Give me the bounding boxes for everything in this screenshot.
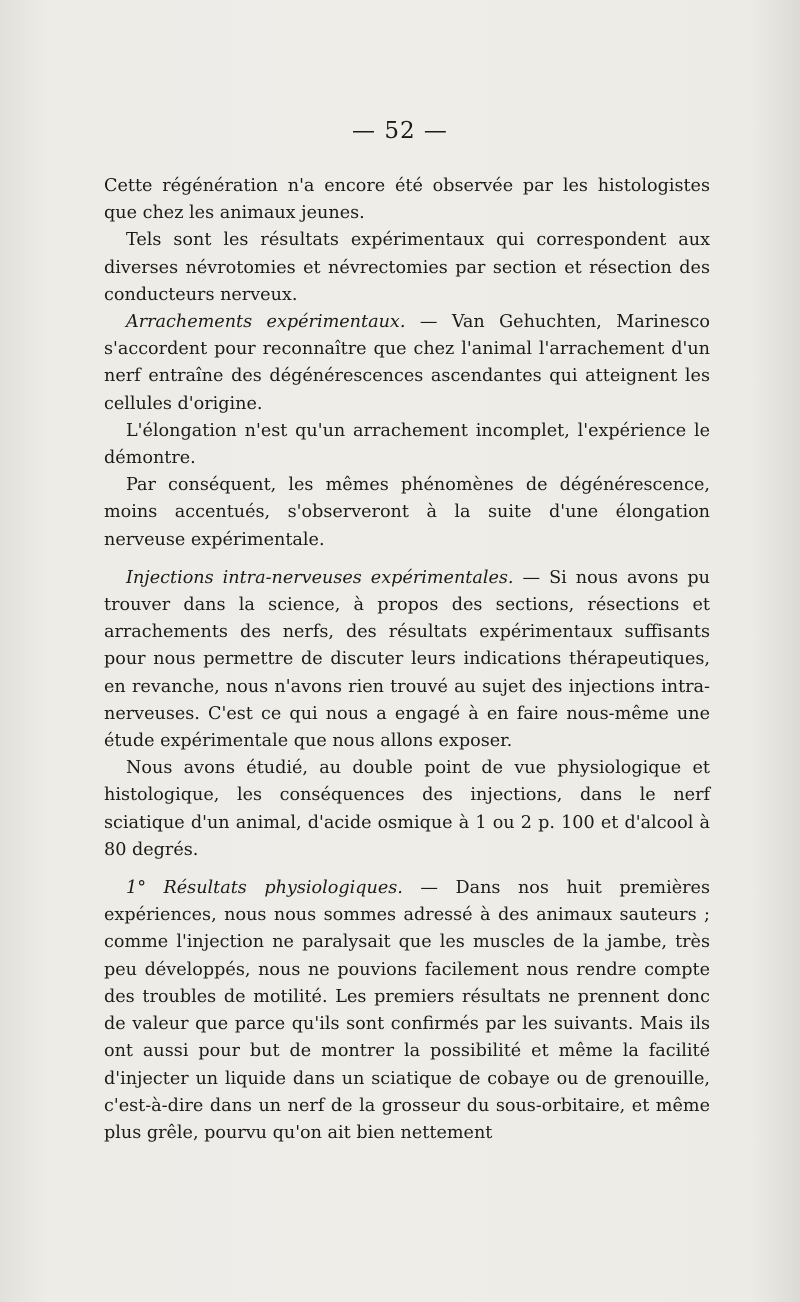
- paragraph-text: L'élongation n'est qu'un arrachement incomplet, l'expérience le démontre.: [104, 420, 710, 469]
- paragraph: [104, 472, 710, 554]
- paragraph-lead: Arrachements expérimentaux.: [126, 312, 406, 333]
- paragraph-text: — Van Gehuchten, Marinesco s'accordent pour reconnaître que chez l'animal l'arrachement d'un nerf entraîne des dégénérescences ascendantes qui atteignent les cellules d'origine.: [104, 312, 710, 414]
- paragraph: [104, 309, 710, 418]
- paragraph-text: Cette régénération n'a encore été observée par les histologistes que chez les animaux jeunes.: [104, 176, 710, 224]
- paragraph: [104, 875, 710, 1147]
- paragraph-lead: 1° Résultats physiologiques.: [126, 878, 403, 899]
- body-text: [104, 173, 710, 1147]
- paragraph: [104, 227, 710, 309]
- page-number: — 52 —: [352, 118, 448, 144]
- paragraph-text: Nous avons étudié, au double point de vue physiologique et histologique, les conséquences des injections, dans le nerf sciatique d'un animal, d'acide osmique à 1 ou 2 p. 100 et d'alcool à 80 degrés.: [104, 758, 710, 860]
- paragraph-text: Par conséquent, les mêmes phénomènes de dégénérescence, moins accentués, s'observeront à la suite d'une élongation nerveuse expérimentale.: [104, 475, 710, 550]
- paragraph-text: — Si nous avons pu trouver dans la science, à propos des sections, résections et arrachements des nerfs, des résultats expérimentaux suffisants pour nous permettre de discuter leurs indications thérapeutiques, en revanche, nous n'avons rien trouvé au sujet des injections intra-nerveuses. C'est ce qui nous a engagé à en faire nous-même une étude expérimentale que nous allons exposer.: [104, 567, 710, 752]
- paragraph-lead: Injections intra-nerveuses expérimentales.: [126, 567, 514, 588]
- paragraph: [104, 565, 710, 755]
- paragraph-text: Tels sont les résultats expérimentaux qui correspondent aux diverses névrotomies et névrectomies par section et résection des conducteurs nerveux.: [104, 230, 710, 305]
- paragraph: [104, 418, 710, 472]
- paragraph-text: — Dans nos huit premières expériences, nous nous sommes adressé à des animaux sauteurs ; comme l'injection ne paralysait que les muscles de la jambe, très peu développés, nous ne pouvions facilement nous rendre compte des troubles de motilité. Les premiers résultats ne prennent donc de valeur que parce qu'ils sont confirmés par les suivants. Mais ils ont aussi pour but de montrer la possibilité et même la facilité d'injecter un liquide dans un sciatique de cobaye ou de grenouille, c'est-à-dire dans un nerf de la grosseur du sous-orbitaire, et même plus grêle, pourvu qu'on ait bien nettement: [104, 878, 710, 1143]
- paragraph: [104, 755, 710, 864]
- paragraph: [104, 173, 710, 227]
